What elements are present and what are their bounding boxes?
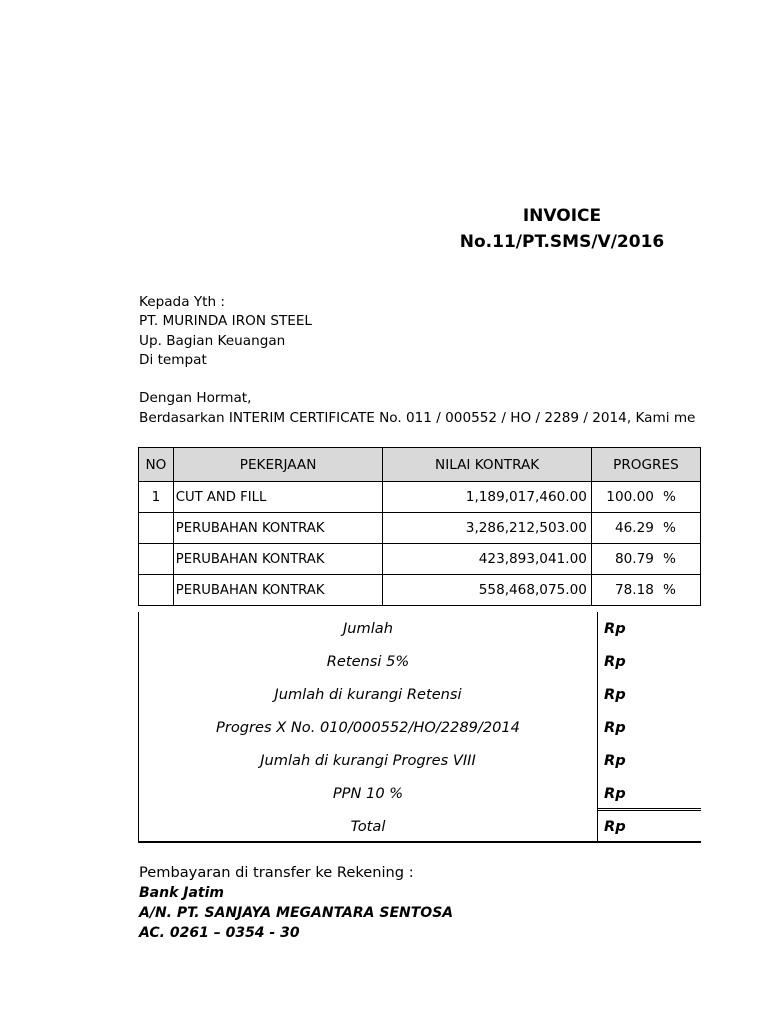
header-no: NO xyxy=(139,448,174,482)
row-nilai: 3,286,212,503.00 xyxy=(383,513,592,544)
table-row xyxy=(139,482,701,513)
summary-retensi: Retensi 5% xyxy=(326,653,410,670)
address-line: PT. MURINDA IRON STEEL xyxy=(139,313,313,330)
recipient-address xyxy=(139,293,312,370)
row-progres xyxy=(591,544,700,575)
salutation: Dengan Hormat, xyxy=(139,390,252,406)
summary-labels xyxy=(138,612,598,843)
progres-value: 80.79 xyxy=(614,551,654,567)
address-line: Di tempat xyxy=(139,351,207,368)
summary-jumlah: Jumlah xyxy=(342,620,394,637)
currency-label: Rp xyxy=(604,752,626,769)
summary-jumlah-kurangi-retensi: Jumlah di kurangi Retensi xyxy=(274,686,462,703)
row-pekerjaan: PERUBAHAN KONTRAK xyxy=(173,513,383,544)
progres-value: 46.29 xyxy=(614,520,654,536)
header-pekerjaan: PEKERJAAN xyxy=(173,448,383,482)
bank-name: Bank Jatim xyxy=(139,885,225,901)
address-line: Up. Bagian Keuangan xyxy=(139,332,286,349)
address-line: Kepada Yth : xyxy=(139,294,225,310)
greeting xyxy=(139,389,695,428)
percent-sign: % xyxy=(662,520,676,536)
currency-label: Rp xyxy=(604,686,626,703)
letter-body: Berdasarkan INTERIM CERTIFICATE No. 011 / 000552 / HO / 2289 / 2014, Kami me xyxy=(139,409,696,426)
account-number: AC. 0261 – 0354 - 30 xyxy=(139,925,300,941)
table-row xyxy=(139,575,701,606)
payment-info xyxy=(139,863,453,943)
row-nilai: 558,468,075.00 xyxy=(383,575,592,606)
row-nilai: 423,893,041.00 xyxy=(383,544,592,575)
currency-label: Rp xyxy=(604,818,626,835)
row-no xyxy=(139,544,174,575)
percent-sign: % xyxy=(662,551,676,567)
invoice-title: INVOICE xyxy=(522,206,602,226)
payment-heading: Pembayaran di transfer ke Rekening : xyxy=(139,864,414,881)
row-no: 1 xyxy=(139,482,174,513)
row-progres xyxy=(591,482,700,513)
row-progres xyxy=(591,575,700,606)
row-nilai: 1,189,017,460.00 xyxy=(383,482,592,513)
row-pekerjaan: PERUBAHAN KONTRAK xyxy=(173,544,383,575)
progres-value: 100.00 xyxy=(606,489,654,505)
currency-label: Rp xyxy=(604,719,626,736)
row-no xyxy=(139,575,174,606)
summary-ppn: PPN 10 % xyxy=(332,785,404,802)
account-name: A/N. PT. SANJAYA MEGANTARA SENTOSA xyxy=(139,905,454,921)
header-nilai-kontrak: NILAI KONTRAK xyxy=(383,448,592,482)
table-row xyxy=(139,544,701,575)
table-row xyxy=(139,513,701,544)
currency-label: Rp xyxy=(604,785,626,802)
row-progres xyxy=(591,513,700,544)
row-pekerjaan: PERUBAHAN KONTRAK xyxy=(173,575,383,606)
table-header-row xyxy=(139,448,701,482)
currency-label: Rp xyxy=(604,620,626,637)
invoice-table xyxy=(138,447,701,606)
row-pekerjaan: CUT AND FILL xyxy=(173,482,383,513)
summary-progres: Progres X No. 010/000552/HO/2289/2014 xyxy=(216,719,520,736)
bottom-border xyxy=(598,841,701,843)
percent-sign: % xyxy=(662,489,676,505)
invoice-number: No.11/PT.SMS/V/2016 xyxy=(459,232,665,252)
progres-value: 78.18 xyxy=(614,582,654,598)
summary-total: Total xyxy=(350,818,386,835)
summary-jumlah-kurangi-progres: Jumlah di kurangi Progres VIII xyxy=(260,752,476,769)
percent-sign: % xyxy=(662,582,676,598)
row-no xyxy=(139,513,174,544)
header-progres: PROGRES xyxy=(591,448,700,482)
summary-currency-column xyxy=(598,612,701,843)
currency-label: Rp xyxy=(604,653,626,670)
